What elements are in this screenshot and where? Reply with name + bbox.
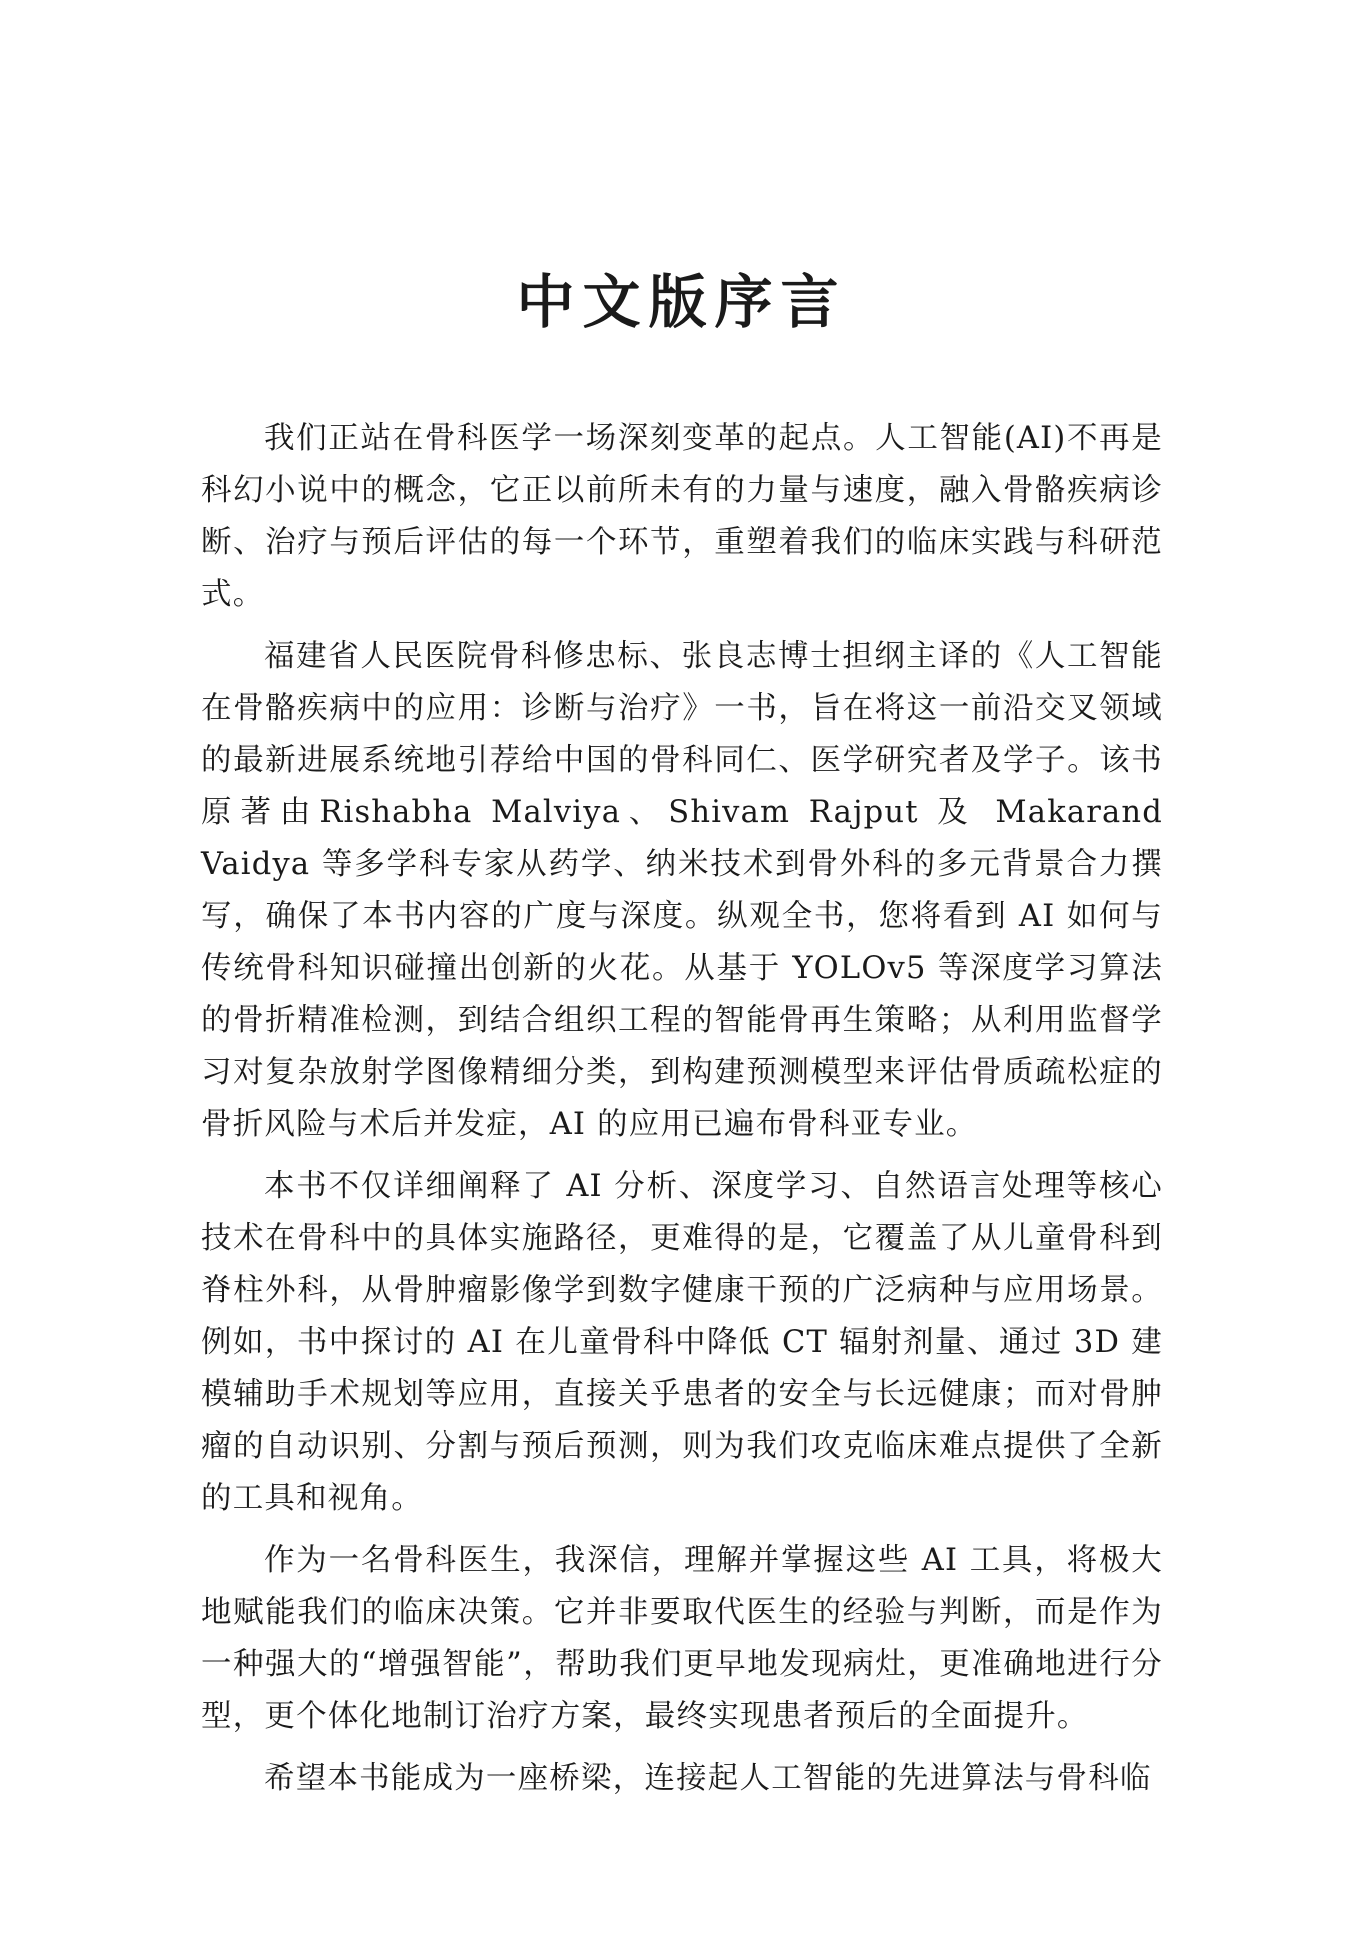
preface-body xyxy=(201,413,1163,1805)
paragraph-4: 作为一名骨科医生，我深信，理解并掌握这些 AI 工具，将极大地赋能我们的临床决策。它并非要取代医生的经验与判断，而是作为一种强大的“增强智能”，帮助我们更早地发现病灶，更准确地进行分型，更个体化地制订治疗方案，最终实现患者预后的全面提升。 xyxy=(201,1543,1163,1734)
paragraph-2: 福建省人民医院骨科修忠标、张良志博士担纲主译的《人工智能在骨骼疾病中的应用：诊断与治疗》一书，旨在将这一前沿交叉领域的最新进展系统地引荐给中国的骨科同仁、医学研究者及学子。该书原著由Rishabha Malviya、Shivam Rajput 及 Makarand Vaidya 等多学科专家从药学、纳米技术到骨外科的多元背景合力撰写，确保了本书内容的广度与深度。纵观全书，您将看到 AI 如何与传统骨科知识碰撞出创新的火花。从基于 YOLOv5 等深度学习算法的骨折精准检测，到结合组织工程的智能骨再生策略；从利用监督学习对复杂放射学图像精细分类，到构建预测模型来评估骨质疏松症的骨折风险与术后并发症，AI 的应用已遍布骨科亚专业。 xyxy=(201,639,1163,1142)
paragraph-3: 本书不仅详细阐释了 AI 分析、深度学习、自然语言处理等核心技术在骨科中的具体实施路径，更难得的是，它覆盖了从儿童骨科到脊柱外科，从骨肿瘤影像学到数字健康干预的广泛病种与应用场景。例如，书中探讨的 AI 在儿童骨科中降低 CT 辐射剂量、通过 3D 建模辅助手术规划等应用，直接关乎患者的安全与长远健康；而对骨肿瘤的自动识别、分割与预后预测，则为我们攻克临床难点提供了全新的工具和视角。 xyxy=(201,1169,1163,1516)
paragraph-5: 希望本书能成为一座桥梁，连接起人工智能的先进算法与骨科临 xyxy=(264,1761,1152,1796)
paragraph-1: 我们正站在骨科医学一场深刻变革的起点。人工智能(AI)不再是科幻小说中的概念，它正以前所未有的力量与速度，融入骨骼疾病诊断、治疗与预后评估的每一个环节，重塑着我们的临床实践与科研范式。 xyxy=(201,421,1163,612)
page-title: 中文版序言 xyxy=(516,268,847,336)
